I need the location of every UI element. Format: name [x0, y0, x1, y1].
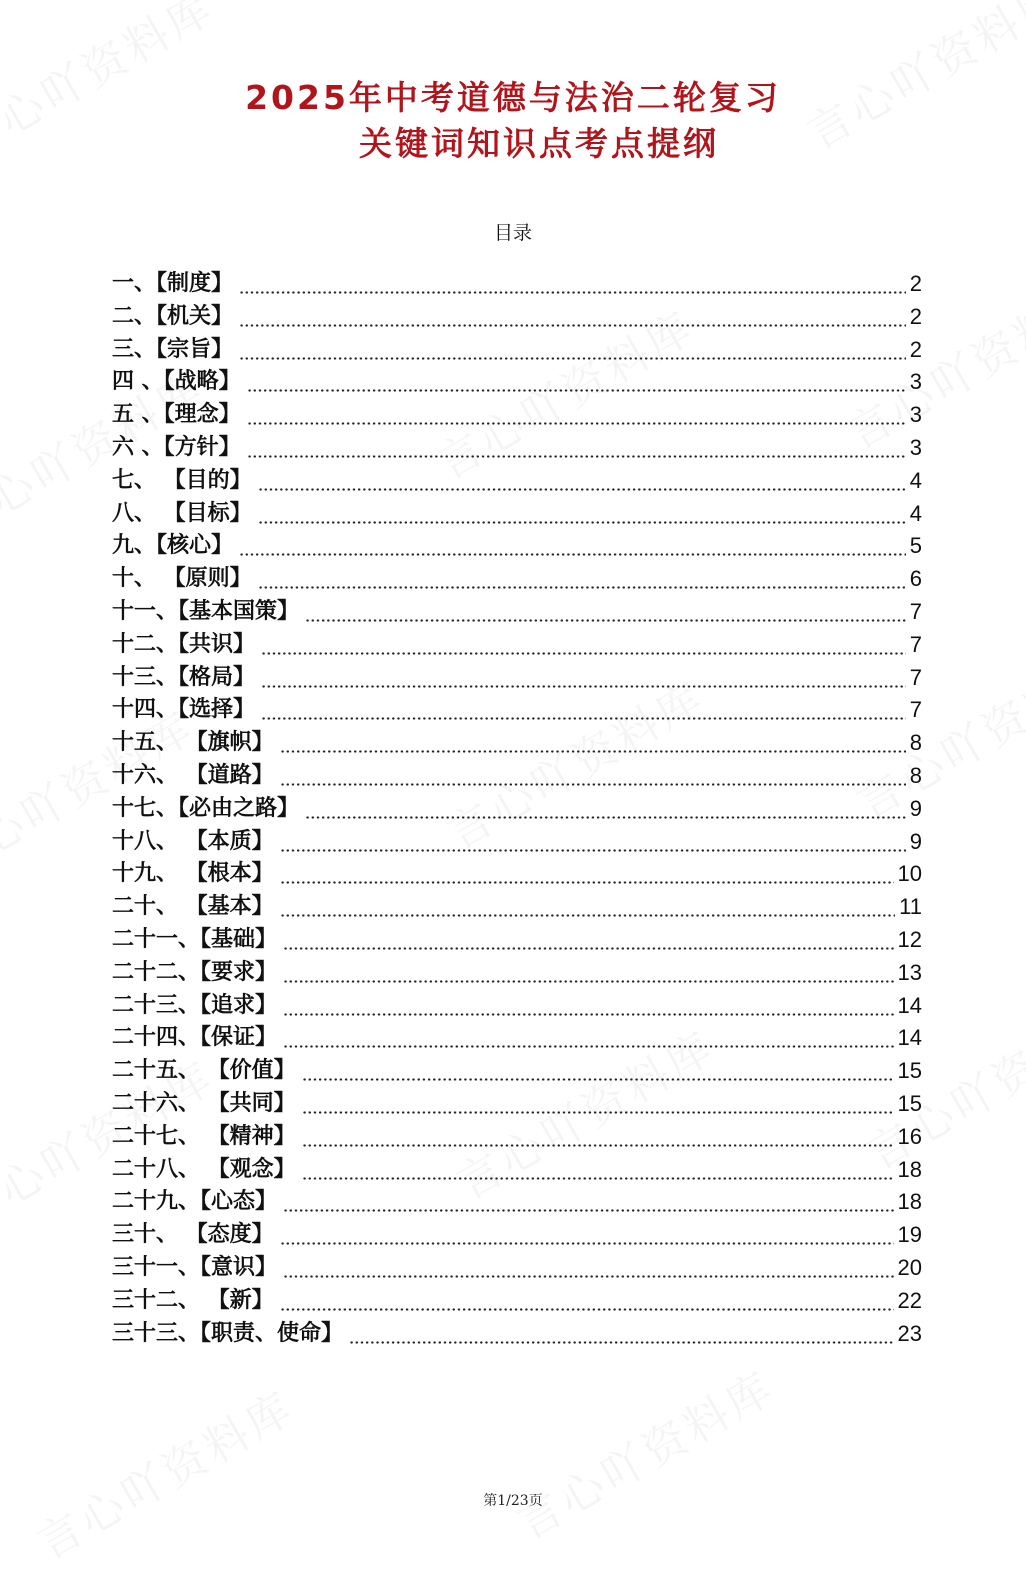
toc-entry-label: 六 、【方针】 — [112, 434, 241, 460]
toc-dot-leader — [302, 1055, 894, 1088]
toc-entry[interactable] — [112, 1022, 922, 1055]
toc-entry-label: 十二、【共识】 — [112, 631, 256, 657]
toc-entry-label: 十三、【格局】 — [112, 664, 256, 690]
toc-entry-page: 12 — [897, 926, 922, 952]
toc-entry[interactable] — [112, 826, 922, 859]
toc-dot-leader — [283, 924, 894, 957]
toc-entry[interactable] — [112, 530, 922, 563]
toc-entry-label: 二十七、 【精神】 — [112, 1123, 296, 1149]
toc-dot-leader — [283, 957, 894, 990]
toc-entry[interactable] — [112, 1252, 922, 1285]
toc-entry-label: 十九、 【根本】 — [112, 861, 274, 887]
toc-entry-page: 8 — [909, 762, 922, 788]
toc-dot-leader — [280, 727, 906, 760]
toc-entry[interactable] — [112, 1219, 922, 1252]
toc-entry[interactable] — [112, 760, 922, 793]
toc-entry-page: 3 — [909, 369, 922, 395]
toc-entry-label: 二十五、 【价值】 — [112, 1058, 296, 1084]
toc-dot-leader — [261, 662, 906, 695]
toc-entry-label: 三十二、 【新】 — [112, 1287, 274, 1313]
toc-dot-leader — [239, 530, 906, 563]
toc-entry[interactable] — [112, 793, 922, 826]
toc-dot-leader — [283, 1186, 894, 1219]
toc-entry-page: 8 — [909, 730, 922, 756]
toc-entry-page: 4 — [909, 500, 922, 526]
toc-dot-leader — [283, 1252, 894, 1285]
toc-dot-leader — [302, 1088, 894, 1121]
toc-entry-label: 十、 【原则】 — [112, 566, 252, 592]
toc-entry-label: 五 、【理念】 — [112, 402, 241, 428]
toc-entry[interactable] — [112, 596, 922, 629]
toc-dot-leader — [305, 793, 906, 826]
toc-entry-page: 23 — [897, 1320, 922, 1346]
toc-entry[interactable] — [112, 1055, 922, 1088]
toc-entry[interactable] — [112, 1088, 922, 1121]
toc-entry[interactable] — [112, 662, 922, 695]
toc-dot-leader — [280, 1219, 894, 1252]
toc-entry-page: 9 — [909, 795, 922, 821]
toc-entry-label: 三十一、【意识】 — [112, 1254, 278, 1280]
toc-entry-label: 十七、【必由之路】 — [112, 795, 300, 821]
toc-entry-page: 11 — [899, 894, 922, 920]
toc-entry[interactable] — [112, 268, 922, 301]
toc-entry-page: 3 — [909, 434, 922, 460]
toc-dot-leader — [258, 563, 906, 596]
toc-dot-leader — [349, 1318, 894, 1351]
toc-dot-leader — [239, 334, 906, 367]
toc-dot-leader — [247, 399, 906, 432]
toc-entry-page: 2 — [909, 271, 922, 296]
toc-entry-page: 13 — [897, 959, 922, 985]
toc-dot-leader — [280, 858, 894, 891]
toc-entry[interactable] — [112, 334, 922, 367]
toc-entry-label: 二十二、【要求】 — [112, 959, 278, 985]
toc-entry[interactable] — [112, 301, 922, 334]
toc-entry[interactable] — [112, 1121, 922, 1154]
toc-dot-leader — [239, 268, 906, 301]
toc-entry[interactable] — [112, 694, 922, 727]
toc-entry-page: 10 — [897, 861, 922, 887]
toc-dot-leader — [258, 498, 906, 531]
toc-dot-leader — [261, 629, 906, 662]
toc-dot-leader — [302, 1154, 894, 1187]
toc-dot-leader — [239, 301, 906, 334]
toc-entry[interactable] — [112, 1154, 922, 1187]
toc-entry-label: 三十三、【职责、使命】 — [112, 1320, 344, 1346]
toc-entry-label: 一、【制度】 — [112, 271, 234, 296]
toc-dot-leader — [283, 1022, 894, 1055]
toc-entry[interactable] — [112, 366, 922, 399]
toc-entry-label: 二十九、【心态】 — [112, 1189, 278, 1215]
toc-entry-page: 22 — [897, 1287, 922, 1313]
toc-entry-page: 15 — [897, 1090, 922, 1116]
toc-entry[interactable] — [112, 563, 922, 596]
toc-entry-page: 3 — [909, 402, 922, 428]
toc-dot-leader — [247, 432, 906, 465]
toc-entry-label: 九、【核心】 — [112, 533, 234, 559]
toc-entry-label: 二十八、 【观念】 — [112, 1156, 296, 1182]
toc-dot-leader — [280, 760, 906, 793]
watermark — [503, 1352, 784, 1551]
toc-entry-label: 十五、 【旗帜】 — [112, 730, 274, 756]
page-footer: 第1/23页 — [483, 1493, 543, 1509]
toc-entry-label: 十一、【基本国策】 — [112, 598, 300, 624]
toc-entry-page: 20 — [897, 1254, 922, 1280]
document-title-line2: 关键词知识点考点提纲 — [359, 124, 719, 163]
toc-entry-label: 二十三、【追求】 — [112, 992, 278, 1018]
toc-dot-leader — [280, 891, 895, 924]
toc-entry-page: 18 — [897, 1156, 922, 1182]
toc-dot-leader — [261, 694, 906, 727]
toc-entry[interactable] — [112, 858, 922, 891]
toc-entry-label: 三十、 【态度】 — [112, 1222, 274, 1248]
toc-entry-label: 二十四、【保证】 — [112, 1025, 278, 1051]
toc-entry-page: 7 — [909, 697, 922, 723]
toc-dot-leader — [280, 1285, 894, 1318]
toc-entry-page: 16 — [897, 1123, 922, 1149]
toc-entry-label: 二十、 【基本】 — [112, 894, 274, 920]
toc-entry-label: 八、 【目标】 — [112, 500, 252, 526]
toc-entry-page: 7 — [909, 631, 922, 657]
table-of-contents — [112, 268, 922, 1350]
toc-dot-leader — [305, 596, 906, 629]
toc-entry-page: 2 — [909, 336, 922, 362]
toc-dot-leader — [283, 990, 894, 1023]
toc-entry[interactable] — [112, 727, 922, 760]
toc-entry-label: 二十一、【基础】 — [112, 926, 278, 952]
toc-entry[interactable] — [112, 498, 922, 531]
toc-entry-label: 十六、 【道路】 — [112, 762, 274, 788]
toc-entry-page: 9 — [909, 828, 922, 854]
toc-entry-label: 二、【机关】 — [112, 303, 234, 329]
toc-dot-leader — [247, 366, 906, 399]
toc-entry[interactable] — [112, 465, 922, 498]
toc-entry[interactable] — [112, 1285, 922, 1318]
toc-entry-label: 二十六、 【共同】 — [112, 1090, 296, 1116]
document-title-line1: 2025年中考道德与法治二轮复习 — [245, 78, 781, 117]
toc-entry-label: 七、 【目的】 — [112, 467, 252, 493]
toc-entry-label: 十八、 【本质】 — [112, 828, 274, 854]
toc-entry[interactable] — [112, 1318, 922, 1351]
toc-entry-page: 2 — [909, 303, 922, 329]
toc-entry-page: 19 — [897, 1222, 922, 1248]
toc-entry-page: 4 — [909, 467, 922, 493]
toc-entry[interactable] — [112, 990, 922, 1023]
toc-entry[interactable] — [112, 432, 922, 465]
toc-dot-leader — [258, 465, 906, 498]
toc-entry-label: 十四、【选择】 — [112, 697, 256, 723]
toc-entry-page: 5 — [909, 533, 922, 559]
toc-entry-page: 7 — [909, 598, 922, 624]
toc-dot-leader — [302, 1121, 894, 1154]
toc-entry[interactable] — [112, 629, 922, 662]
toc-entry[interactable] — [112, 891, 922, 924]
toc-entry-page: 7 — [909, 664, 922, 690]
toc-entry-label: 三、【宗旨】 — [112, 336, 234, 362]
watermark — [23, 1372, 304, 1571]
toc-entry-page: 14 — [897, 992, 922, 1018]
toc-entry[interactable] — [112, 1186, 922, 1219]
toc-entry-page: 18 — [897, 1189, 922, 1215]
toc-heading: 目录 — [493, 222, 532, 244]
toc-entry[interactable] — [112, 957, 922, 990]
toc-entry-page: 14 — [897, 1025, 922, 1051]
toc-entry-page: 15 — [897, 1058, 922, 1084]
toc-entry[interactable] — [112, 924, 922, 957]
toc-entry-label: 四 、【战略】 — [112, 369, 241, 395]
toc-entry[interactable] — [112, 399, 922, 432]
toc-entry-page: 6 — [909, 566, 922, 592]
toc-dot-leader — [280, 826, 906, 859]
